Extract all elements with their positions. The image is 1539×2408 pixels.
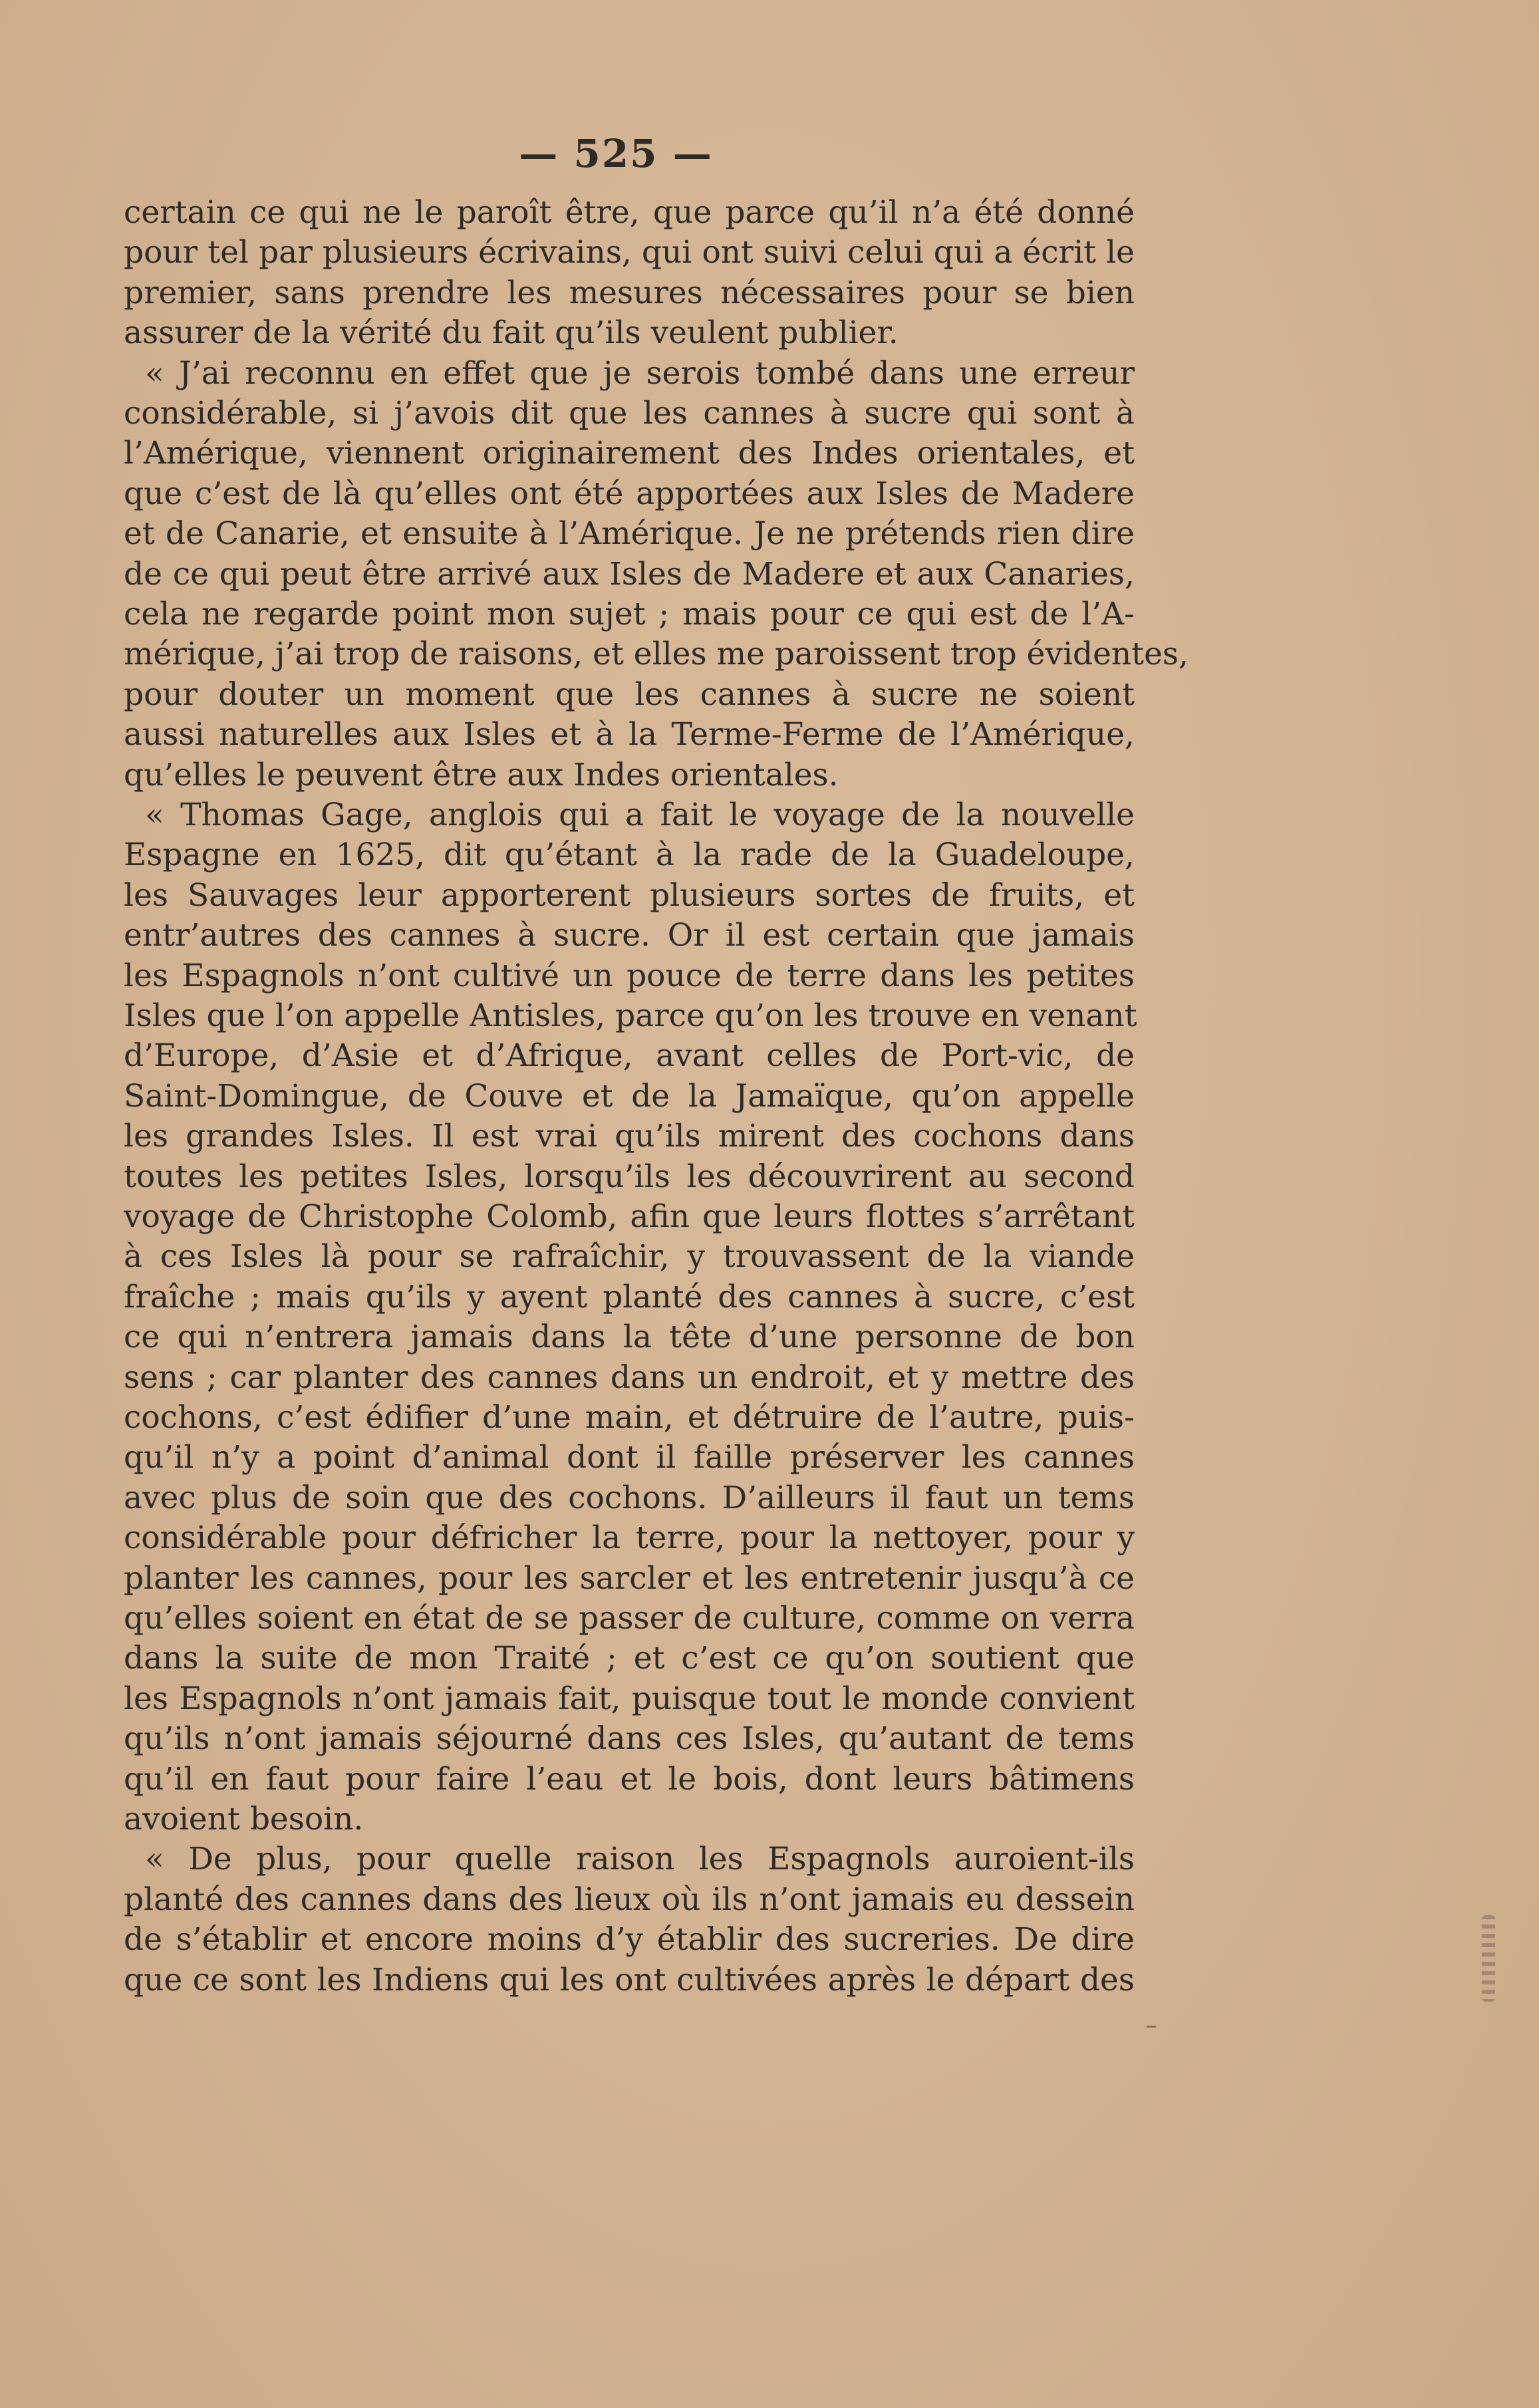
text-line: dans la suite de mon Traité ; et c’est ce qu’on soutient que: [124, 1640, 1135, 1676]
text-line: ce qui n’entrera jamais dans la tête d’une personne de bon: [124, 1319, 1135, 1355]
text-line: « J’ai reconnu en effet que je serois tombé dans une erreur: [145, 355, 1135, 392]
text-line: que ce sont les Indiens qui les ont cultivées après le départ des: [124, 1962, 1135, 1998]
text-line: planté des cannes dans des lieux où ils n’ont jamais eu dessein: [124, 1881, 1135, 1918]
text-line: avoient besoin.: [124, 1801, 364, 1837]
text-line: pour douter un moment que les cannes à sucre ne soient: [124, 676, 1135, 713]
text-line: Espagne en 1625, dit qu’étant à la rade de la Guadeloupe,: [124, 837, 1135, 873]
text-line: de ce qui peut être arrivé aux Isles de Madere et aux Canaries,: [124, 556, 1135, 593]
text-line: aussi naturelles aux Isles et à la Terme-Ferme de l’Amérique,: [124, 716, 1135, 753]
page-number: — 525 —: [519, 131, 713, 176]
text-line: « Thomas Gage, anglois qui a fait le voyage de la nouvelle: [145, 797, 1135, 833]
text-line: assurer de la vérité du fait qu’ils veulent publier.: [124, 315, 899, 351]
text-line: toutes les petites Isles, lorsqu’ils les découvrirent au second: [124, 1158, 1135, 1195]
text-line: qu’il en faut pour faire l’eau et le bois, dont leurs bâtimens: [124, 1761, 1135, 1798]
text-line: Saint-Domingue, de Couve et de la Jamaïque, qu’on appelle: [124, 1078, 1135, 1115]
text-line: fraîche ; mais qu’ils y ayent planté des cannes à sucre, c’est: [124, 1279, 1135, 1315]
text-line: les grandes Isles. Il est vrai qu’ils mirent des cochons dans: [124, 1118, 1135, 1154]
text-line: qu’il n’y a point d’animal dont il faille préserver les cannes: [124, 1439, 1135, 1476]
text-line: certain ce qui ne le paroît être, que parce qu’il n’a été donné: [124, 194, 1135, 231]
text-line: à ces Isles là pour se rafraîchir, y trouvassent de la viande: [124, 1238, 1135, 1275]
text-line: de s’établir et encore moins d’y établir des sucreries. De dire: [124, 1921, 1135, 1958]
text-line: premier, sans prendre les mesures nécessaires pour se bien: [124, 275, 1135, 311]
text-line: planter les cannes, pour les sarcler et les entretenir jusqu’à ce: [124, 1560, 1135, 1597]
text-line: mérique, j’ai trop de raisons, et elles me paroissent trop évidentes,: [124, 636, 1189, 672]
text-line: considérable pour défricher la terre, pour la nettoyer, pour y: [124, 1520, 1135, 1556]
text-line: « De plus, pour quelle raison les Espagnols auroient-ils: [145, 1841, 1135, 1877]
text-line: entr’autres des cannes à sucre. Or il est certain que jamais: [124, 917, 1135, 954]
text-line: les Espagnols n’ont cultivé un pouce de terre dans les petites: [124, 958, 1135, 994]
margin-stamp-mark: [1482, 1915, 1495, 2002]
text-line: et de Canarie, et ensuite à l’Amérique. Je ne prétends rien dire: [124, 515, 1135, 552]
text-line: sens ; car planter des cannes dans un endroit, et y mettre des: [124, 1359, 1135, 1396]
text-line: cochons, c’est édifier d’une main, et détruire de l’autre, puis-: [124, 1399, 1135, 1436]
text-line: les Espagnols n’ont jamais fait, puisque tout le monde convient: [124, 1680, 1135, 1717]
text-line: avec plus de soin que des cochons. D’ailleurs il faut un tems: [124, 1480, 1135, 1516]
text-line: que c’est de là qu’elles ont été apportées aux Isles de Madere: [124, 475, 1135, 512]
text-line: considérable, si j’avois dit que les cannes à sucre qui sont à: [124, 395, 1135, 432]
text-line: Isles que l’on appelle Antisles, parce qu’on les trouve en venant: [124, 998, 1137, 1034]
text-line: les Sauvages leur apporterent plusieurs sortes de fruits, et: [124, 877, 1135, 914]
text-line: qu’elles le peuvent être aux Indes orientales.: [124, 757, 839, 793]
text-line: d’Europe, d’Asie et d’Afrique, avant celles de Port-vic, de: [124, 1037, 1135, 1074]
text-line: cela ne regarde point mon sujet ; mais pour ce qui est de l’A-: [124, 596, 1135, 632]
margin-dash-mark: [1147, 2026, 1156, 2028]
text-line: qu’elles soient en état de se passer de culture, comme on verra: [124, 1600, 1135, 1637]
text-line: l’Amérique, viennent originairement des Indes orientales, et: [124, 435, 1135, 471]
text-line: voyage de Christophe Colomb, afin que leurs flottes s’arrêtant: [124, 1198, 1135, 1235]
text-line: pour tel par plusieurs écrivains, qui ont suivi celui qui a écrit le: [124, 234, 1135, 271]
text-line: qu’ils n’ont jamais séjourné dans ces Isles, qu’autant de tems: [124, 1720, 1135, 1757]
